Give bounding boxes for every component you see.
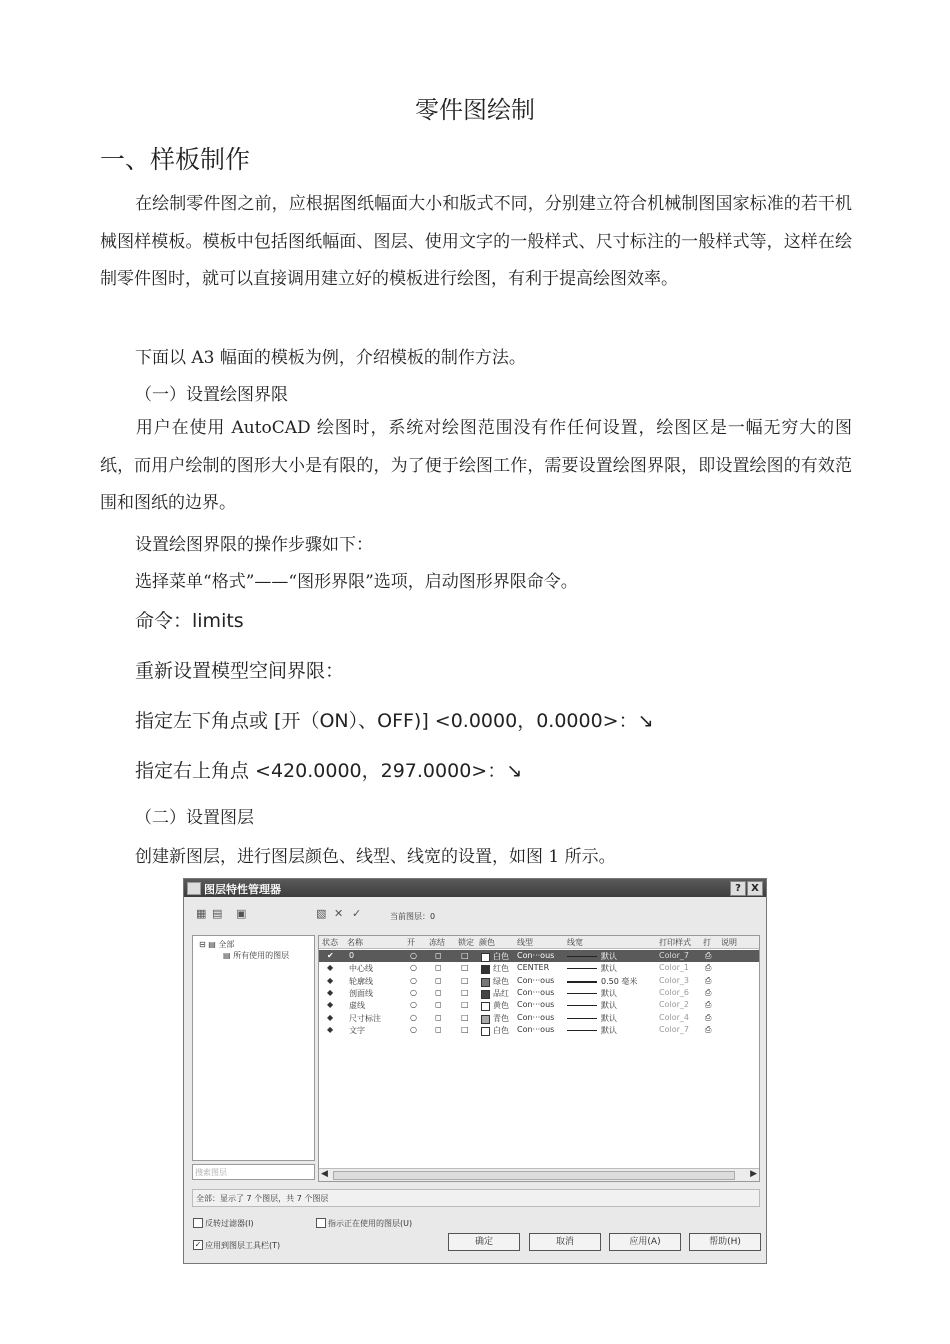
indicate-inuse-label: 指示正在使用的图层(U) (328, 1219, 413, 1228)
bulb-icon[interactable]: ○ (410, 975, 417, 985)
layer-status-icon: ◆ (327, 1024, 334, 1034)
cancel-button[interactable]: 取消 (529, 1233, 601, 1251)
group-filter-icon[interactable]: ▤ (212, 907, 223, 920)
layer-plotstyle: Color_2 (659, 1000, 689, 1010)
layer-name[interactable]: 文字 (349, 1025, 365, 1035)
sun-icon[interactable]: ◻ (435, 1012, 442, 1022)
paragraph-steps: 设置绘图界限的操作步骤如下： (135, 535, 373, 555)
search-layer-input[interactable] (192, 1164, 315, 1180)
layer-lineweight[interactable]: 默认 (601, 952, 617, 961)
color-swatch[interactable] (481, 953, 490, 962)
scroll-left-icon[interactable]: ◀ (321, 1169, 328, 1179)
sun-icon[interactable]: ◻ (435, 1000, 442, 1010)
layer-row[interactable] (319, 987, 759, 999)
layer-linetype[interactable]: Con···ous (517, 951, 555, 960)
layer-lineweight[interactable]: 默认 (601, 964, 617, 974)
invert-filter-checkbox[interactable] (193, 1218, 203, 1228)
command-line-3: 指定左下角点或 [开（ON）、OFF)] <0.0000，0.0000>：↘ (135, 710, 654, 732)
tree-root-label: 全部 (218, 940, 235, 949)
tree-child[interactable]: ▤ 所有使用的图层 (223, 951, 290, 960)
layer-lineweight[interactable]: 0.50 毫米 (601, 976, 638, 986)
bulb-icon[interactable]: ○ (410, 1000, 417, 1010)
paragraph-intro-text: 在绘制零件图之前，应根据图纸幅面大小和版式不同，分别建立符合机械制图国家标准的若干机械图样模板。模板中包括图纸幅面、图层、使用文字的一般样式、尺寸标注的一般样式等，这样在绘制零件图时，就可以直接调用建立好的模板进行绘图，有利于提高绘图效率。 (100, 194, 852, 289)
color-swatch[interactable] (481, 990, 490, 999)
scroll-thumb[interactable] (333, 1171, 735, 1180)
bulb-icon[interactable]: ○ (410, 951, 417, 960)
horizontal-scrollbar[interactable] (319, 1168, 759, 1181)
layer-color[interactable]: 红色 (493, 964, 509, 974)
layer-plotstyle: Color_4 (659, 1012, 689, 1022)
layer-color[interactable]: 白色 (493, 952, 509, 961)
command-line-1: 命令：limits (135, 610, 244, 632)
close-button[interactable]: X (747, 881, 763, 896)
layer-lineweight[interactable]: 默认 (601, 1025, 617, 1035)
layer-status-icon: ◆ (327, 1000, 334, 1010)
layer-name[interactable]: 剖面线 (349, 988, 373, 998)
layer-name[interactable]: 尺寸标注 (349, 1013, 381, 1023)
layer-linetype[interactable]: Con···ous (517, 1000, 555, 1010)
col-linetype[interactable]: 线型 (517, 938, 533, 947)
state-manager-icon[interactable]: ▣ (236, 907, 247, 920)
layer-lineweight[interactable]: 默认 (601, 1001, 617, 1011)
bulb-icon[interactable]: ○ (410, 1012, 417, 1022)
layer-linetype[interactable]: CENTER (517, 963, 550, 973)
paragraph-limits (100, 410, 852, 523)
apply-toolbar-label: 应用到图层工具栏(T) (205, 1241, 281, 1250)
printer-icon[interactable]: ⎙ (705, 963, 712, 973)
layer-lineweight[interactable]: 默认 (601, 1013, 617, 1023)
layer-color[interactable]: 白色 (493, 1025, 509, 1035)
sun-icon[interactable]: ◻ (435, 1024, 442, 1034)
layer-name[interactable]: 0 (349, 951, 355, 960)
page-title: 零件图绘制 (415, 96, 535, 124)
new-filter-icon[interactable]: ▦ (196, 907, 207, 920)
col-on[interactable]: 开 (407, 938, 415, 947)
color-swatch[interactable] (481, 1015, 490, 1024)
printer-icon[interactable]: ⎙ (705, 1024, 712, 1034)
col-plot[interactable]: 打 (703, 938, 711, 947)
lock-icon[interactable]: □ (461, 951, 469, 960)
layer-plotstyle: Color_7 (659, 1024, 689, 1034)
layer-status-icon: ◆ (327, 987, 334, 997)
layer-plotstyle: Color_1 (659, 963, 689, 973)
layer-linetype[interactable]: Con···ous (517, 1024, 555, 1034)
printer-icon[interactable]: ⎙ (705, 987, 712, 997)
lock-icon[interactable]: □ (461, 987, 469, 997)
lock-icon[interactable]: □ (461, 1024, 469, 1034)
help-title-button[interactable]: ? (730, 881, 746, 896)
sun-icon[interactable]: ◻ (435, 963, 442, 973)
lineweight-sample (567, 956, 597, 957)
lock-icon[interactable]: □ (461, 963, 469, 973)
status-text: 全部：显示了 7 个图层，共 7 个图层 (196, 1194, 329, 1203)
paragraph-intro (100, 186, 852, 299)
layer-color[interactable]: 品红 (493, 988, 509, 998)
sun-icon[interactable]: ◻ (435, 951, 442, 960)
col-freeze[interactable]: 冻结 (429, 938, 445, 947)
printer-icon[interactable]: ⎙ (705, 1000, 712, 1010)
scroll-right-icon[interactable]: ▶ (750, 1169, 757, 1179)
layer-row[interactable] (319, 950, 759, 962)
bulb-icon[interactable]: ○ (410, 1024, 417, 1034)
current-layer-label: 当前图层：0 (390, 912, 436, 921)
new-layer-icon[interactable]: ▧ (316, 907, 327, 920)
apply-toolbar-checkbox[interactable]: ✓ (194, 1240, 202, 1249)
set-current-icon[interactable]: ✓ (352, 907, 362, 920)
current-check-icon: ✔ (327, 951, 334, 960)
status-bar (192, 1189, 760, 1207)
bulb-icon[interactable]: ○ (410, 963, 417, 973)
layer-status-icon: ◆ (327, 1012, 334, 1022)
col-lineweight[interactable]: 线宽 (567, 938, 583, 947)
subheading-layers: （二）设置图层 (135, 808, 254, 828)
color-swatch[interactable] (481, 1002, 490, 1011)
lineweight-sample (567, 1005, 597, 1006)
layer-plotstyle: Color_3 (659, 975, 689, 985)
paragraph-a3: 下面以 A3 幅面的模板为例，介绍模板的制作方法。 (135, 348, 526, 368)
apply-button[interactable]: 应用(A) (609, 1233, 681, 1251)
lineweight-sample (567, 993, 597, 994)
col-lock[interactable]: 锁定 (458, 938, 474, 947)
paragraph-limits-text: 用户在使用 AutoCAD 绘图时，系统对绘图范围没有作任何设置，绘图区是一幅无穷大的图纸，而用户绘制的图形大小是有限的，为了便于绘图工作，需要设置绘图界限，即设置绘图的有效范围和图纸的边界。 (100, 418, 852, 513)
subheading-limits: （一）设置绘图界限 (135, 385, 288, 405)
lineweight-sample (567, 1018, 597, 1019)
paragraph-menu: 选择菜单“格式”——“图形界限”选项，启动图形界限命令。 (135, 572, 578, 592)
col-color[interactable]: 颜色 (479, 938, 495, 947)
help-button[interactable]: 帮助(H) (689, 1233, 761, 1251)
layer-grid[interactable] (318, 935, 760, 1182)
delete-layer-icon[interactable]: ✕ (334, 907, 344, 920)
layer-row[interactable] (319, 975, 759, 987)
layer-name[interactable]: 虚线 (349, 1001, 365, 1011)
layer-row[interactable] (319, 962, 759, 974)
layer-status-icon: ◆ (327, 963, 334, 973)
layer-name[interactable]: 轮廓线 (349, 976, 373, 986)
paragraph-layers: 创建新图层，进行图层颜色、线型、线宽的设置，如图 1 所示。 (135, 847, 616, 867)
command-line-4: 指定右上角点 <420.0000，297.0000>：↘ (135, 760, 523, 782)
printer-icon[interactable]: ⎙ (705, 975, 712, 985)
layer-linetype[interactable]: Con···ous (517, 1012, 555, 1022)
col-desc[interactable]: 说明 (721, 938, 737, 947)
layer-color[interactable]: 绿色 (493, 976, 509, 986)
dialog-title: 图层特性管理器 (204, 883, 281, 896)
layer-status-icon: ◆ (327, 975, 334, 985)
lineweight-sample (567, 1030, 597, 1031)
filter-tree[interactable] (192, 935, 315, 1161)
lock-icon[interactable]: □ (461, 1012, 469, 1022)
layer-linetype[interactable]: Con···ous (517, 975, 555, 985)
lineweight-sample (567, 968, 597, 969)
layer-color[interactable]: 青色 (493, 1013, 509, 1023)
command-line-2: 重新设置模型空间界限： (135, 660, 345, 682)
col-name[interactable]: 名称 (347, 938, 363, 947)
color-swatch[interactable] (481, 978, 490, 987)
app-icon (187, 882, 201, 895)
tree-root[interactable]: ⊟ ▤ 全部 (199, 940, 235, 949)
layer-plotstyle: Color_7 (659, 951, 689, 960)
printer-icon[interactable]: ⎙ (705, 1012, 712, 1022)
layer-manager-dialog (183, 878, 767, 1264)
col-status[interactable]: 状态 (322, 938, 338, 947)
sun-icon[interactable]: ◻ (435, 975, 442, 985)
sun-icon[interactable]: ◻ (435, 987, 442, 997)
layer-row[interactable] (319, 1012, 759, 1024)
layer-name[interactable]: 中心线 (349, 964, 373, 974)
printer-icon[interactable]: ⎙ (705, 951, 712, 960)
search-placeholder: 搜索图层 (195, 1168, 227, 1177)
layer-row[interactable] (319, 1024, 759, 1036)
color-swatch[interactable] (481, 1027, 490, 1036)
layer-color[interactable]: 黄色 (493, 1001, 509, 1011)
ok-button[interactable]: 确定 (448, 1233, 520, 1251)
lineweight-sample (567, 981, 597, 983)
section-heading: 一、样板制作 (100, 145, 251, 174)
tree-child-label: 所有使用的图层 (233, 951, 290, 960)
col-plotstyle[interactable]: 打印样式 (659, 938, 691, 947)
lock-icon[interactable]: □ (461, 1000, 469, 1010)
color-swatch[interactable] (481, 965, 490, 974)
dialog-titlebar (184, 879, 766, 897)
layer-lineweight[interactable]: 默认 (601, 988, 617, 998)
invert-filter-label: 反转过滤器(I) (205, 1219, 254, 1228)
layer-linetype[interactable]: Con···ous (517, 987, 555, 997)
bulb-icon[interactable]: ○ (410, 987, 417, 997)
indicate-inuse-checkbox[interactable] (316, 1218, 326, 1228)
layer-plotstyle: Color_6 (659, 987, 689, 997)
layer-row[interactable] (319, 999, 759, 1011)
lock-icon[interactable]: □ (461, 975, 469, 985)
grid-header (319, 936, 759, 949)
